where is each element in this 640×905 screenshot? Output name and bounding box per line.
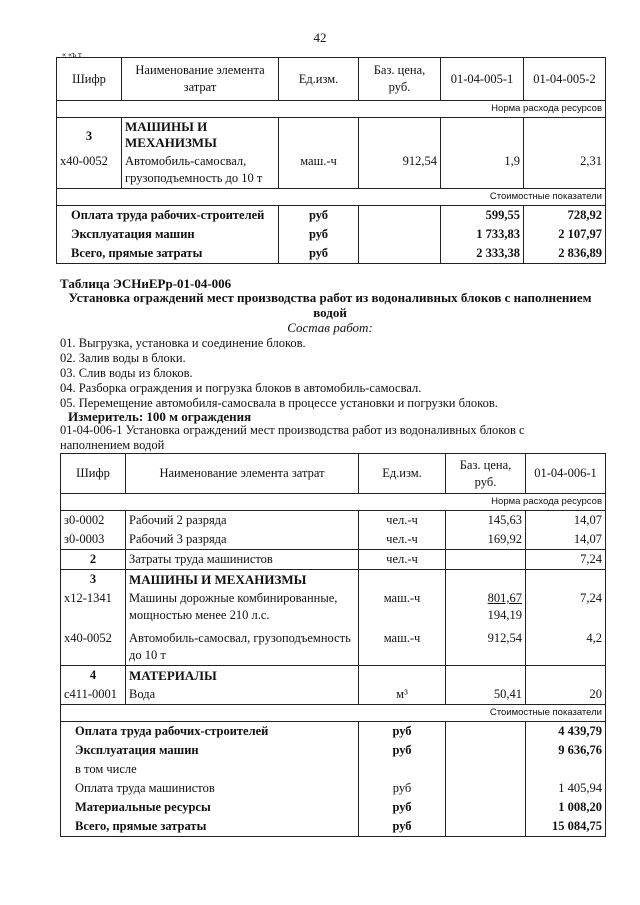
total-value: 1 405,94: [526, 779, 606, 798]
corner-marks: « «ъ т: [62, 50, 82, 59]
machine-unit: маш.-ч: [359, 589, 446, 625]
resource-table-1: [56, 57, 606, 264]
header-code: Шифр: [57, 58, 122, 101]
group-title: МАТЕРИАЛЫ: [126, 666, 359, 686]
machinists-number: 2: [61, 550, 126, 570]
machine-price: 912,54: [446, 625, 526, 666]
worker-code: з0-0002: [61, 511, 126, 531]
machine-code: х40-0052: [61, 625, 126, 666]
total-label: Всего, прямые затраты: [57, 244, 279, 264]
page-number: 42: [313, 30, 327, 45]
worker-value: 14,07: [526, 530, 606, 550]
item-value-2: 2,31: [524, 152, 606, 189]
work-list: [60, 336, 498, 411]
work-item: 05. Перемещение автомобиля-самосвала в процессе установки и погрузки блоков.: [60, 396, 498, 410]
worker-unit: чел.-ч: [359, 530, 446, 550]
item-value-1: 1,9: [441, 152, 524, 189]
header-code: Шифр: [61, 454, 126, 494]
total-label: Эксплуатация машин: [57, 225, 279, 244]
resource-table-2: [60, 453, 606, 837]
total-value-2: 2 107,97: [524, 225, 606, 244]
cost-label: Стоимостные показатели: [61, 705, 606, 722]
machinists-value: 7,24: [526, 550, 606, 570]
item-description: 01-04-006-1 Установка ограждений мест производства работ из водоналивных блоков с наполнением водой: [60, 423, 525, 452]
composition-heading: Состав работ:: [287, 320, 373, 335]
header-unit: Ед.изм.: [359, 454, 446, 494]
total-unit: руб: [359, 798, 446, 817]
total-unit: руб: [359, 722, 446, 742]
worker-value: 14,07: [526, 511, 606, 531]
group-number: 3: [61, 570, 126, 590]
total-label: Оплата труда рабочих-строителей: [61, 722, 359, 742]
machine-unit: маш.-ч: [359, 625, 446, 666]
worker-name: Рабочий 2 разряда: [126, 511, 359, 531]
header-code-005-1: 01-04-005-1: [441, 58, 524, 101]
cost-label: Стоимостные показатели: [57, 189, 606, 206]
section-heading: Установка ограждений мест производства работ из водоналивных блоков с наполнением водой: [68, 290, 592, 320]
machine-value: 7,24: [526, 589, 606, 625]
header-code-005-2: 01-04-005-2: [524, 58, 606, 101]
header-name: Наименование элемента затрат: [122, 58, 279, 101]
group-number: 4: [61, 666, 126, 686]
total-unit: руб: [279, 206, 359, 226]
total-value-2: 2 836,89: [524, 244, 606, 264]
machine-code: х12-1341: [61, 589, 126, 625]
worker-unit: чел.-ч: [359, 511, 446, 531]
material-value: 20: [526, 685, 606, 705]
machine-name: Автомобиль-самосвал, грузоподъемность до 10 т: [126, 625, 359, 666]
work-item: 01. Выгрузка, установка и соединение блоков.: [60, 336, 306, 350]
table-title: Таблица ЭСНиЕРр-01-04-006: [60, 276, 232, 291]
total-label: Всего, прямые затраты: [61, 817, 359, 837]
machinists-name: Затраты труда машинистов: [126, 550, 359, 570]
total-value: 4 439,79: [526, 722, 606, 742]
total-value: 9 636,76: [526, 741, 606, 760]
header-price: Баз. цена, руб.: [446, 454, 526, 494]
norm-label: Норма расхода ресурсов: [57, 101, 606, 118]
work-item: 03. Слив воды из блоков.: [60, 366, 193, 380]
material-unit: м³: [359, 685, 446, 705]
total-label: Оплата труда машинистов: [61, 779, 359, 798]
total-value-1: 2 333,38: [441, 244, 524, 264]
item-price: 912,54: [359, 152, 441, 189]
total-label: Оплата труда рабочих-строителей: [57, 206, 279, 226]
total-unit: руб: [359, 817, 446, 837]
machine-name: Машины дорожные комбинированные, мощностью менее 210 л.с.: [126, 589, 359, 625]
machinists-unit: чел.-ч: [359, 550, 446, 570]
machine-value: 4,2: [526, 625, 606, 666]
total-unit: руб: [279, 225, 359, 244]
total-unit: руб: [359, 741, 446, 760]
group-title: МАШИНЫ И МЕХАНИЗМЫ: [126, 570, 359, 590]
machine-price: 801,67: [487, 591, 522, 605]
total-label: Эксплуатация машин: [61, 741, 359, 760]
total-unit: руб: [279, 244, 359, 264]
norm-label: Норма расхода ресурсов: [61, 494, 606, 511]
material-name: Вода: [126, 685, 359, 705]
item-code: х40-0052: [57, 152, 122, 189]
total-value-1: 1 733,83: [441, 225, 524, 244]
total-label: в том числе: [61, 760, 359, 779]
total-unit: руб: [359, 779, 446, 798]
measure-unit: Измеритель: 100 м ограждения: [68, 409, 252, 424]
group-number: 3: [57, 118, 122, 153]
worker-name: Рабочий 3 разряда: [126, 530, 359, 550]
header-price: Баз. цена, руб.: [359, 58, 441, 101]
worker-code: з0-0003: [61, 530, 126, 550]
material-code: с411-0001: [61, 685, 126, 705]
machine-price-secondary: 194,19: [487, 608, 522, 622]
work-item: 02. Залив воды в блоки.: [60, 351, 186, 365]
total-value-1: 599,55: [441, 206, 524, 226]
header-unit: Ед.изм.: [279, 58, 359, 101]
total-value-2: 728,92: [524, 206, 606, 226]
total-label: Материальные ресурсы: [61, 798, 359, 817]
total-value: 15 084,75: [526, 817, 606, 837]
worker-price: 145,63: [446, 511, 526, 531]
header-name: Наименование элемента затрат: [126, 454, 359, 494]
worker-price: 169,92: [446, 530, 526, 550]
material-price: 50,41: [446, 685, 526, 705]
group-title: МАШИНЫ И МЕХАНИЗМЫ: [122, 118, 279, 153]
total-value: 1 008,20: [526, 798, 606, 817]
header-code-006-1: 01-04-006-1: [526, 454, 606, 494]
item-name: Автомобиль-самосвал, грузоподъемность до 10 т: [122, 152, 279, 189]
work-item: 04. Разборка ограждения и погрузка блоков в автомобиль-самосвал.: [60, 381, 422, 395]
machine-price-cell: [446, 589, 526, 625]
item-unit: маш.-ч: [279, 152, 359, 189]
